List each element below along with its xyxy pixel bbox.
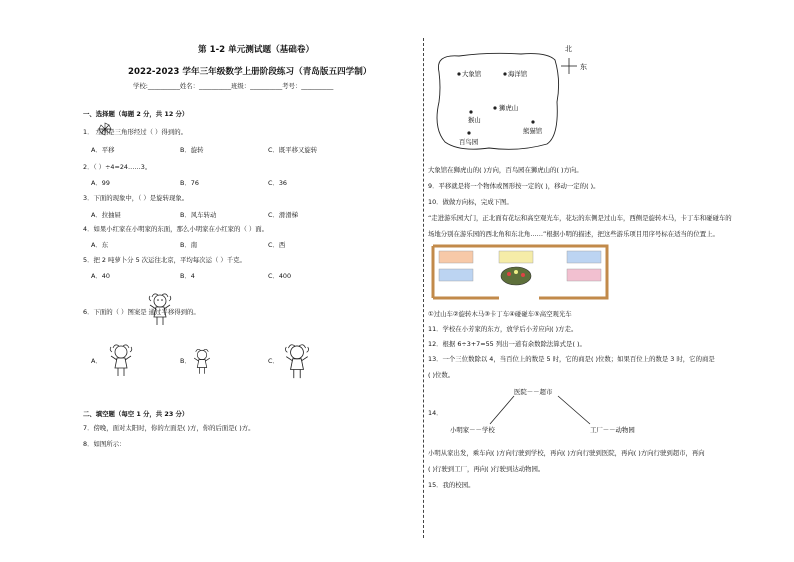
page-subtitle: 2022-2023 学年三年级数学上册阶段练习（青岛版五四学制） xyxy=(128,67,372,77)
north-label: 北 xyxy=(565,45,572,53)
q13-text-2: ( )位数。 xyxy=(428,371,455,379)
route-hospital-supermarket: 医院－－超市 xyxy=(514,388,553,396)
q2-text: 2．（ ）÷4=24……3。 xyxy=(83,163,152,171)
q14-line-2: ( )行驶到工厂，再向( )行驶到达动物园。 xyxy=(428,465,545,473)
zoo-map xyxy=(429,40,599,158)
q7-text: 7．傍晚，面对太阳时，你的左面是( )方，你的后面是( )方。 xyxy=(83,424,255,432)
map-label-panda: 熊猫馆 xyxy=(523,127,543,135)
q3-option-b: B．风车转动 xyxy=(180,211,217,219)
q12-text: 12．根据 6÷3+7=55 列出一道有余数除法算式是( )。 xyxy=(428,340,586,348)
q4-text: 4．如果小红家在小明家的东面，那么小明家在小红家的（ ）面。 xyxy=(83,225,269,233)
q2-option-c: C．36 xyxy=(268,179,287,187)
map-label-lion-tiger: 狮虎山 xyxy=(499,104,519,112)
q6-option-a: A． xyxy=(91,357,102,365)
q3-option-a: A．拉抽屉 xyxy=(91,211,121,219)
map-label-birds: 百鸟园 xyxy=(459,138,479,146)
q5-option-b: B．4 xyxy=(180,272,195,280)
pinwheel-figure xyxy=(98,122,112,136)
q9-text: 9．平移就是将一个物体或图形按一定的( )，移动一定的( )。 xyxy=(428,182,600,190)
q5-option-a: A．40 xyxy=(91,272,110,280)
section-fill-heading: 二、填空题（每空 1 分，共 23 分） xyxy=(83,410,189,418)
map-label-elephant: 大象馆 xyxy=(462,70,482,78)
girl-figure-option-b xyxy=(191,347,213,377)
q5-option-c: C．400 xyxy=(268,272,292,280)
q4-option-c: C．西 xyxy=(268,241,286,249)
q4-option-b: B．南 xyxy=(180,241,198,249)
column-divider xyxy=(423,38,424,538)
q4-option-a: A．东 xyxy=(91,241,109,249)
q6-option-b: B． xyxy=(180,357,191,365)
q2-option-a: A．99 xyxy=(91,179,110,187)
q10-text: 10．做做方向标，完成下图。 xyxy=(428,198,513,206)
q1-text: 1． 左图是三角形经过（ ）得到的。 xyxy=(83,128,187,136)
q10-options: ①过山车②旋转木马③卡丁车④碰碰车⑤高空观光车 xyxy=(428,310,572,318)
q1-option-b: B．旋转 xyxy=(180,146,204,154)
q10-description-2: 场地分别在游乐园的西北角和东北角……”根据小明的描述，把这些游乐项目用序号标在适当的位置上。 xyxy=(428,230,719,238)
q3-text: 3．下面的现象中，（ ）是旋转现象。 xyxy=(83,194,189,202)
amusement-park-diagram xyxy=(431,244,609,300)
q14-line-1: 小明从家出发，乘车向( )方向行驶到学校，再向( )方向行驶到医院，再向( )方向行驶到超市，再向 xyxy=(428,449,705,457)
q8-answer-line: 大象馆在狮虎山的( )方向，百鸟园在狮虎山的( )方向。 xyxy=(428,166,583,174)
q13-text-1: 13．一个三位数除以 4，当百位上的数是 5 时，它的商是( )位数；如果百位上的数是 3 时，它的商是 xyxy=(428,355,715,363)
q14-text: 14． xyxy=(428,409,443,417)
route-diagram xyxy=(450,386,680,436)
q2-option-b: B．76 xyxy=(180,179,199,187)
q6-option-c: C． xyxy=(268,357,279,365)
q11-text: 11．学校在小芳家的东方，放学后小芳应向( )方走。 xyxy=(428,325,578,333)
girl-figure-reference xyxy=(146,291,174,329)
map-label-monkey: 猴山 xyxy=(468,116,481,124)
q6-text: 6．下面的（ ）图案是 通过平移得到的。 xyxy=(83,308,200,316)
map-label-ocean: 海洋馆 xyxy=(508,70,528,78)
q3-option-c: C．滑滑梯 xyxy=(268,211,299,219)
section-choice-heading: 一、选择题（每题 2 分，共 12 分） xyxy=(83,110,189,118)
girl-figure-option-a xyxy=(107,342,135,382)
q1-option-c: C．既平移又旋转 xyxy=(268,146,318,154)
east-label: 东 xyxy=(580,63,587,71)
q8-text: 8．如图所示： xyxy=(83,440,126,448)
q10-description-1: “走进游乐园大门，正北面有花坛和高空观光车，花坛的东侧是过山车，西侧是旋转木马，卡丁车和碰碰车的 xyxy=(428,214,732,222)
student-info-line: 学校:__________姓名：__________班级：__________考号：__________ xyxy=(133,82,334,90)
q15-text: 15．我的校园。 xyxy=(428,481,475,489)
q1-option-a: A．平移 xyxy=(91,146,115,154)
page-title: 第 1-2 单元测试题（基础卷） xyxy=(198,45,315,55)
q5-text: 5．把 2 吨萝卜分 5 次运往北京，平均每次运（ ）千克。 xyxy=(83,256,246,264)
route-home-school: 小明家－－学校 xyxy=(450,426,495,434)
girl-figure-option-c xyxy=(282,341,312,383)
route-factory-zoo: 工厂－－动物园 xyxy=(590,426,635,434)
